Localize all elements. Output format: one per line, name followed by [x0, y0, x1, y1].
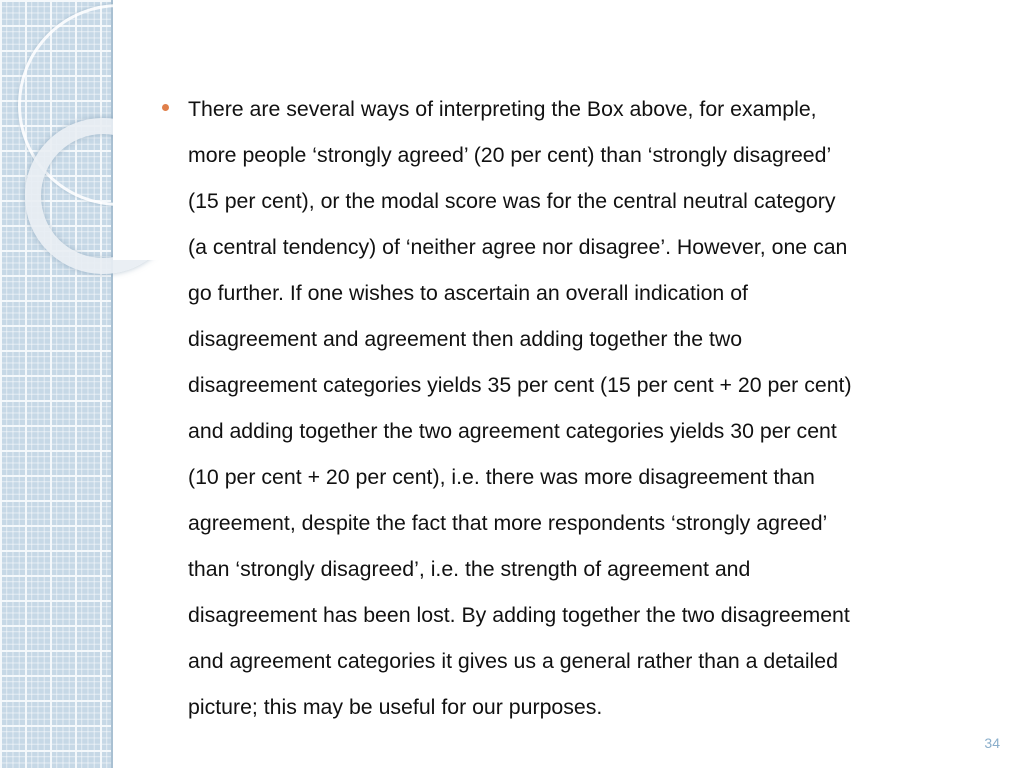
decorative-side-panel	[0, 0, 113, 768]
slide-content	[162, 86, 992, 730]
bullet-item	[162, 86, 992, 730]
bullet-dot-icon	[162, 104, 169, 111]
page-number: 34	[984, 735, 1000, 751]
bullet-text: There are several ways of interpreting the Box above, for example, more people ‘strongly agreed’ (20 per cent) than ‘strongly disagreed’ (15 per cent), or the modal score was for the central neutral category (a central tendency) of ‘neither agree nor disagree’. However, one can go further. If one wishes to ascertain an overall indication of disagreement and agreement then adding together the two disagreement categories yields 35 per cent (15 per cent + 20 per cent) and adding together the two agreement categories yields 30 per cent (10 per cent + 20 per cent), i.e. there was more disagreement than agreement, despite the fact that more respondents ‘strongly agreed’ than ‘strongly disagreed’, i.e. the strength of agreement and disagreement has been lost. By adding together the two disagreement and agreement categories it gives us a general rather than a detailed picture; this may be useful for our purposes.	[188, 97, 852, 719]
